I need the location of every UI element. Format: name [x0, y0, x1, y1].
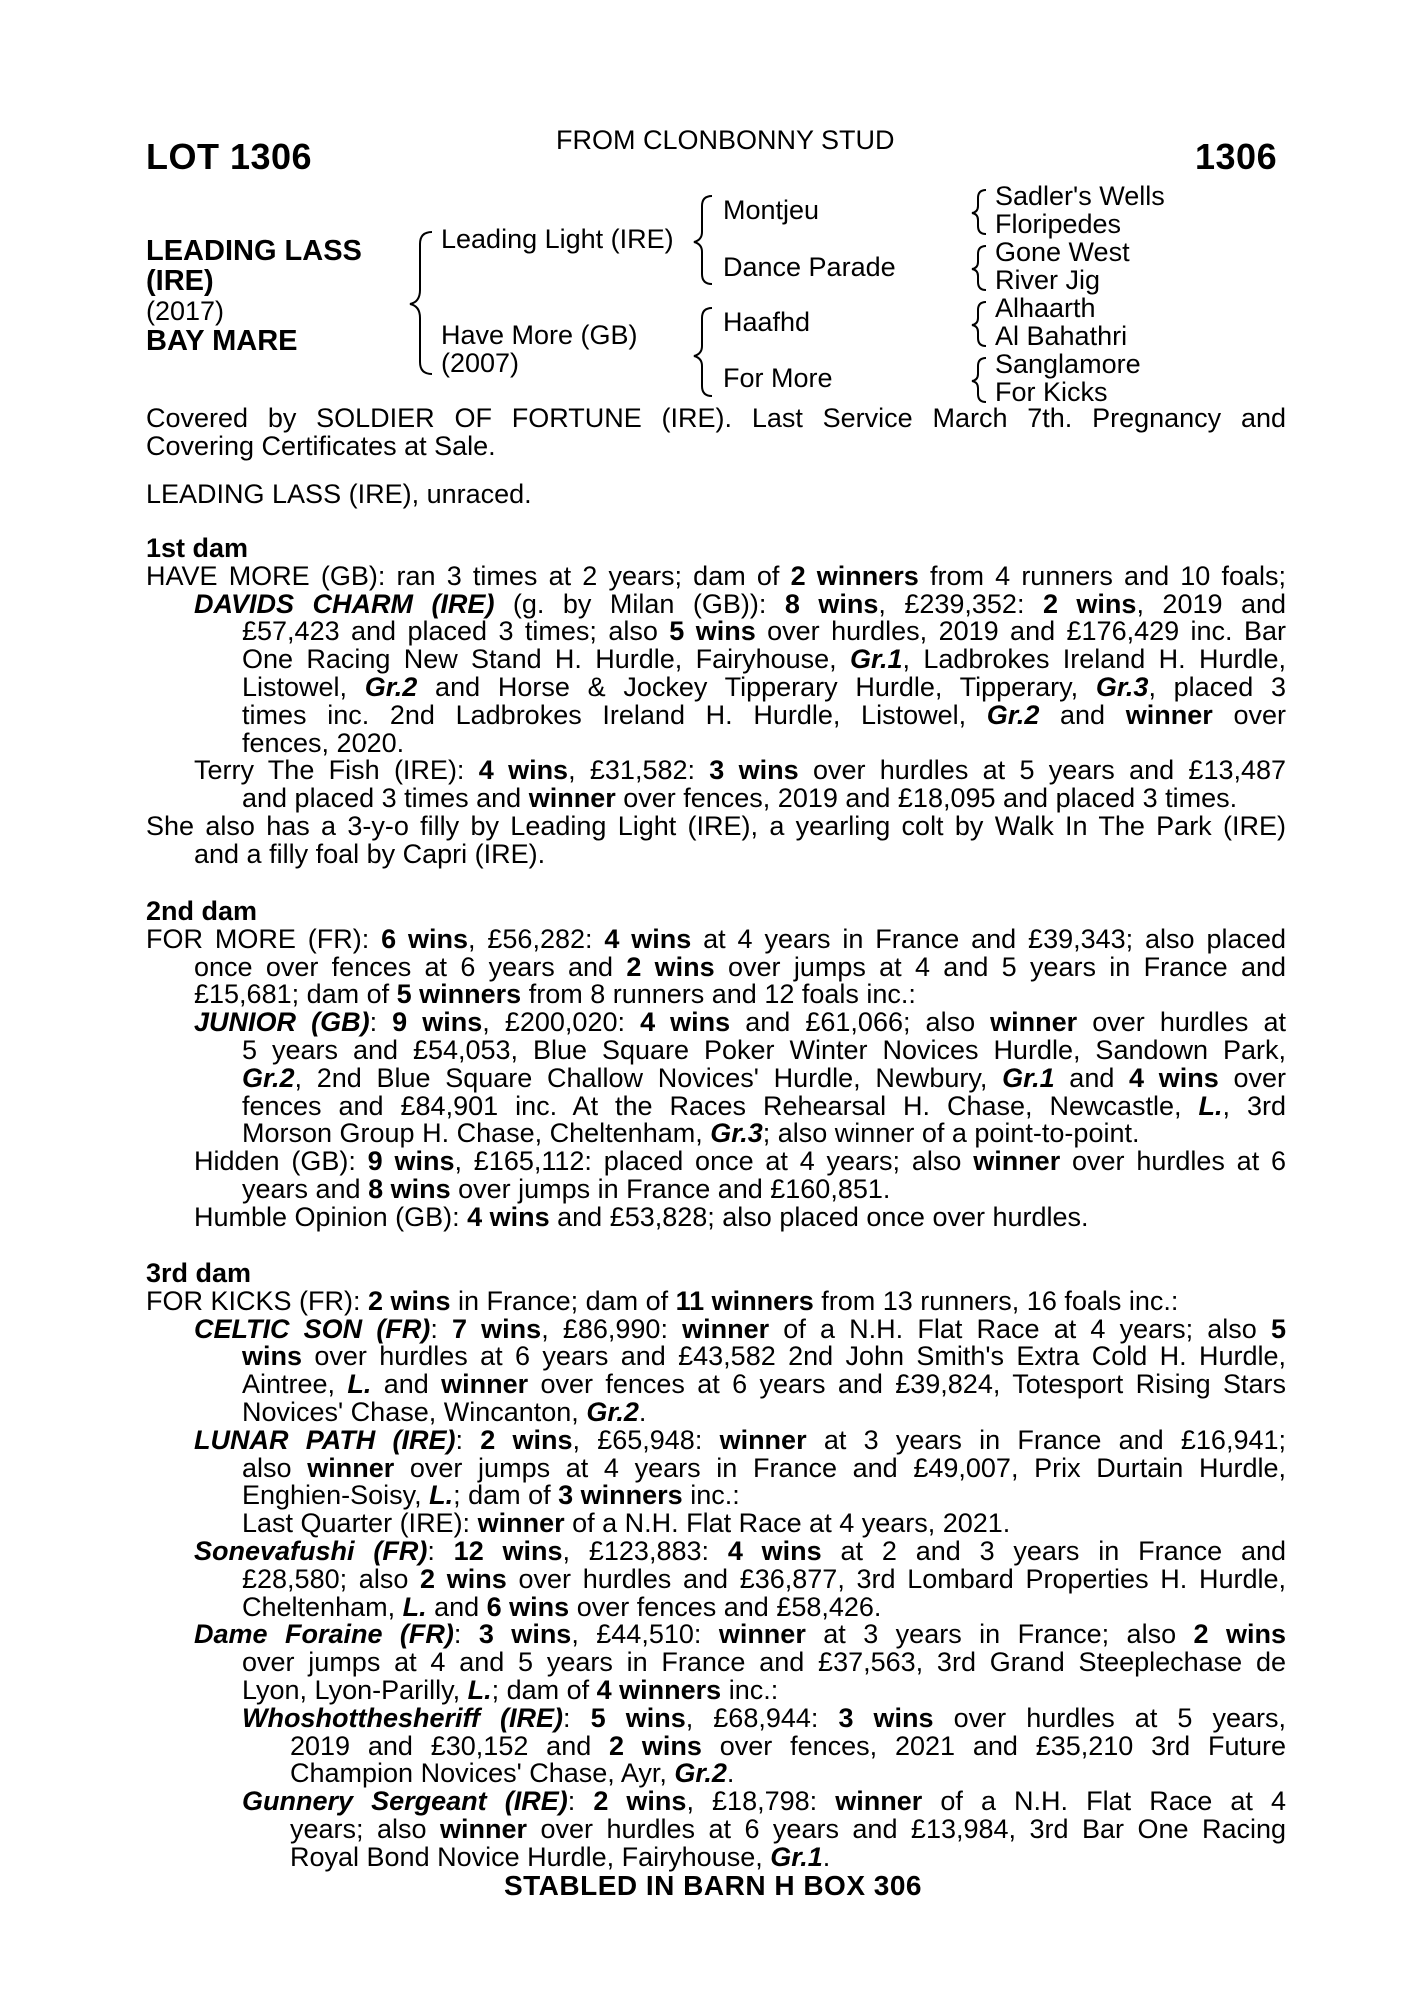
- covering-line1: Covered by SOLDIER OF FORTUNE (IRE). Last Service March 7th. Pregnancy and: [146, 403, 1286, 433]
- pedigree-sire-dam: Dance Parade: [723, 252, 896, 282]
- progeny-davids-charm: DAVIDS CHARM (IRE) (g. by Milan (GB)): 8 wins, £239,352: 2 wins, 2019 and: [194, 588, 1287, 619]
- pedigree-dam-dam: For More: [723, 363, 833, 393]
- covering-line2: Covering Certificates at Sale.: [146, 430, 496, 461]
- progeny-last-quarter: Last Quarter (IRE): winner of a N.H. Flat Race at 4 years, 2021.: [242, 1508, 1011, 1539]
- progeny-gunnery-sergeant: Gunnery Sergeant (IRE): 2 wins, £18,798: winner of a N.H. Flat Race at 4: [242, 1786, 1286, 1817]
- third-dam-heading: 3rd dam: [146, 1258, 252, 1288]
- first-dam-intro: HAVE MORE (GB): ran 3 times at 2 years; dam of 2 winners from 4 runners and 10 foals;: [146, 560, 1286, 591]
- pedigree-g6: Al Bahathri: [995, 321, 1128, 351]
- pedigree-g3: Gone West: [995, 237, 1130, 267]
- pedigree-dam: Have More (GB): [441, 320, 638, 350]
- stabling-footer: STABLED IN BARN H BOX 306: [503, 1870, 923, 1901]
- consignor: FROM CLONBONNY STUD: [556, 125, 895, 155]
- lot-label: LOT 1306: [146, 136, 313, 177]
- horse-name-line1: LEADING LASS: [146, 235, 362, 267]
- pedigree-g4: River Jig: [995, 265, 1101, 295]
- progeny-dame-foraine: Dame Foraine (FR): 3 wins, £44,510: winner at 3 years in France; also 2 wins: [194, 1619, 1286, 1650]
- pedigree-dam-sire: Haafhd: [723, 307, 811, 337]
- progeny-humble-opinion: Humble Opinion (GB): 4 wins and £53,828; also placed once over hurdles.: [194, 1201, 1089, 1232]
- pedigree-g8: For Kicks: [995, 377, 1108, 407]
- third-dam-section: 3rd dam FOR KICKS (FR): 2 wins in France; dam of 11 winners from 13 runners, 16 foals inc.: CELTIC SON (FR): 7 wins, £86,990: winner of a N.H. Flat Race at 4 years; also 5 wins over hurdles at 6 years and £43,582 2nd John Smith's Extra Cold H. Hurdle, Aintree, L. and winner over fences at 6 years and £39,824, Totesport Rising Stars Novices' Chase, Wincanton, Gr.2. LUNAR PATH (IRE): 2 wins, £65,948: winner at 3 years in France and £16,941; also winner over jumps at 4 years in France and £49,007, Prix Durtain Hurdle, Enghien-Soisy, L.; dam of 3 winners inc.: Last Quarter (IRE): winner of a N.H. Flat Race at 4 years, 2021. Sonevafushi (FR): 12 wins, £123,883: 4 wins at 2 and 3 years in France and £28,580; also 2 wins over hurdles and £36,877, 3rd Lombard Properties H. Hurdle, Cheltenham, L. and 6 wins over fences and £58,426. Dame Foraine (FR): 3 wins, £44,510: winner at 3 years in France; also 2 wins over jumps at 4 and 5 years in France and £37,563, 3rd Grand Steeplechase de Lyon, Lyon-Parilly, L.; dam of 4 winners inc.: Whoshotthesheriff (IRE): 5 wins, £68,944: 3 wins over hurdles at 5 years, 2019 and £30,152 and 2 wins over fences, 2021 and £35,210 3rd Future Champion Novices' Chase, Ayr, Gr.2. Gunnery Sergeant (IRE): 2 wins, £18,798: winner of a N.H. Flat Race at 4 years; also winner over hurdles at 6 years and £13,984, 3rd Bar One Racing Royal Bond Novice Hurdle, Fairyhouse, Gr.1.: [146, 1258, 1287, 1872]
- pedigree-g2: Floripedes: [995, 209, 1122, 239]
- horse-name-line2: (IRE): [146, 265, 214, 297]
- pedigree-braces: [0, 0, 1426, 420]
- progeny-hidden: Hidden (GB): 9 wins, £165,112: placed once at 4 years; also winner over hurdles at 6: [194, 1146, 1287, 1177]
- pedigree-g7: Sanglamore: [995, 349, 1141, 379]
- progeny-sonevafushi: Sonevafushi (FR): 12 wins, £123,883: 4 wins at 2 and 3 years in France and: [194, 1535, 1287, 1566]
- progeny-celtic-son: CELTIC SON (FR): 7 wins, £86,990: winner of a N.H. Flat Race at 4 years; also 5: [194, 1313, 1286, 1344]
- progeny-whoshotthesheriff: Whoshotthesheriff (IRE): 5 wins, £68,944: 3 wins over hurdles at 5 years,: [242, 1702, 1286, 1733]
- pedigree-g5: Alhaarth: [995, 293, 1096, 323]
- pedigree-dam-year: (2007): [441, 348, 520, 378]
- horse-year: (2017): [146, 296, 225, 326]
- lot-number: 1306: [1195, 136, 1278, 177]
- pedigree-sire-sire: Montjeu: [723, 195, 820, 225]
- pedigree-g1: Sadler's Wells: [995, 181, 1165, 211]
- covering-note: [146, 405, 1286, 461]
- pedigree-third-gen: [995, 182, 1165, 406]
- produce-note: She also has a 3-y-o filly by Leading Light (IRE), a yearling colt by Walk In The Park (IRE): [146, 810, 1286, 841]
- progeny-lunar-path: LUNAR PATH (IRE): 2 wins, £65,948: winner at 3 years in France and £16,941;: [194, 1424, 1286, 1455]
- first-dam-heading: 1st dam: [146, 533, 249, 563]
- progeny-terry-the-fish: Terry The Fish (IRE): 4 wins, £31,582: 3 wins over hurdles at 5 years and £13,487: [194, 755, 1287, 786]
- pedigree-sire: Leading Light (IRE): [441, 224, 674, 254]
- horse-description: BAY MARE: [146, 325, 298, 357]
- second-dam-heading: 2nd dam: [146, 896, 258, 926]
- first-dam-section: 1st dam HAVE MORE (GB): ran 3 times at 2 years; dam of 2 winners from 4 runners and 10 foals; DAVIDS CHARM (IRE) (g. by Milan (GB)): 8 wins, £239,352: 2 wins, 2019 and £57,423 and placed 3 times; also 5 wins over hurdles, 2019 and £176,429 inc. Bar One Racing New Stand H. Hurdle, Fairyhouse, Gr.1, Ladbrokes Ireland H. Hurdle, Listowel, Gr.2 and Horse & Jockey Tipperary Hurdle, Tipperary, Gr.3, placed 3 times inc. 2nd Ladbrokes Ireland H. Hurdle, Listowel, Gr.2 and winner over fences, 2020. Terry The Fish (IRE): 4 wins, £31,582: 3 wins over hurdles at 5 years and £13,487 and placed 3 times and winner over fences, 2019 and £18,095 and placed 3 times. She also has a 3-y-o filly by Leading Light (IRE), a yearling colt by Walk In The Park (IRE) and a filly foal by Capri (IRE).: [146, 533, 1287, 869]
- race-record: LEADING LASS (IRE), unraced.: [146, 479, 532, 509]
- progeny-junior: JUNIOR (GB): 9 wins, £200,020: 4 wins and £61,066; also winner over hurdles at: [194, 1007, 1287, 1038]
- second-dam-section: 2nd dam FOR MORE (FR): 6 wins, £56,282: 4 wins at 4 years in France and £39,343; also placed once over fences at 6 years and 2 wins over jumps at 4 and 5 years in France and £15,681; dam of 5 winners from 8 runners and 12 foals inc.: JUNIOR (GB): 9 wins, £200,020: 4 wins and £61,066; also winner over hurdles at 5 years and £54,053, Blue Square Poker Winter Novices Hurdle, Sandown Park, Gr.2, 2nd Blue Square Challow Novices' Hurdle, Newbury, Gr.1 and 4 wins over fences and £84,901 inc. At the Races Rehearsal H. Chase, Newcastle, L., 3rd Morson Group H. Chase, Cheltenham, Gr.3; also winner of a point-to-point. Hidden (GB): 9 wins, £165,112: placed once at 4 years; also winner over hurdles at 6 years and 8 wins over jumps in France and £160,851. Humble Opinion (GB): 4 wins and £53,828; also placed once over hurdles.: [146, 896, 1287, 1232]
